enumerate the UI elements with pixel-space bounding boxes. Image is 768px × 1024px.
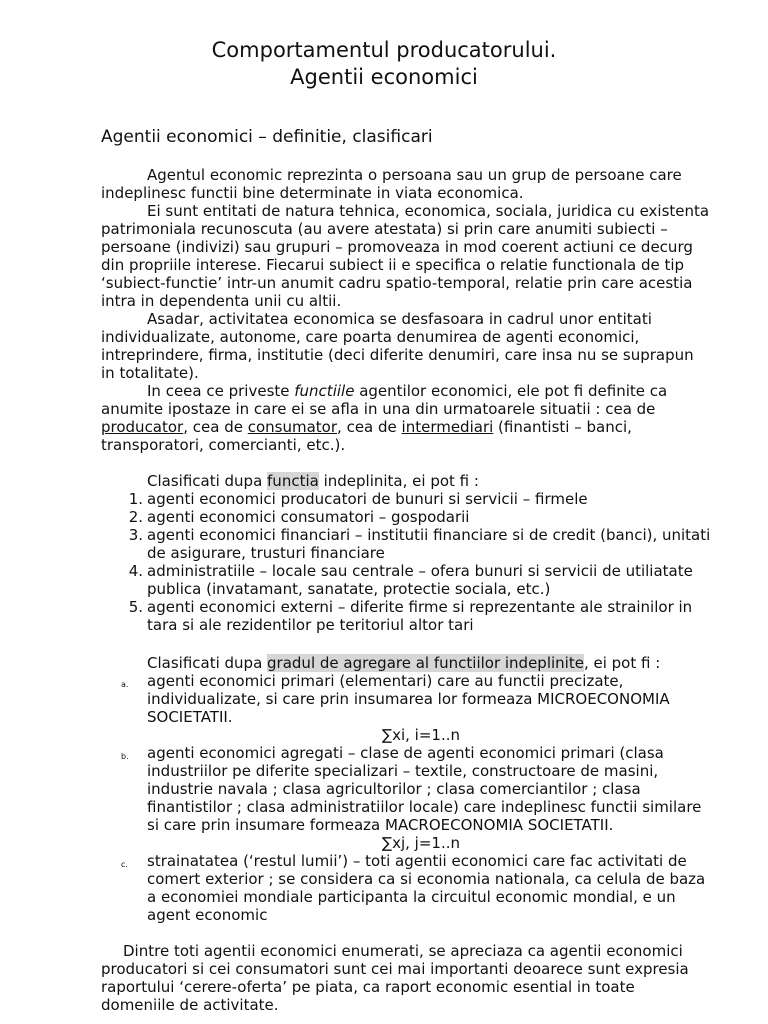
- paragraph-line: Agentul economic reprezinta o persoana sau un grup de persoane care: [147, 166, 682, 184]
- list-item-line: de asigurare, trusturi financiare: [147, 544, 385, 562]
- text-run: agentilor economici, ele pot fi definite ca: [354, 382, 668, 400]
- list-number: 3.: [128, 526, 143, 544]
- text-run: , cea de: [337, 418, 402, 436]
- list-item-line: agenti economici financiari – institutii financiare si de credit (banci), unitati: [147, 526, 711, 544]
- list-item-line: strainatatea (‘restul lumii’) – toti agentii economici care fac activitati de: [147, 852, 687, 870]
- paragraph-line: indeplinesc functii bine determinate in viata economica.: [101, 184, 524, 202]
- text-run: Clasificati dupa: [147, 472, 268, 490]
- section-heading: Agentii economici – definitie, clasificari: [101, 127, 433, 147]
- list-number: 4.: [128, 562, 143, 580]
- paragraph-line: domeniile de activitate.: [101, 996, 279, 1014]
- paragraph-line: intreprindere, firma, institutie (deci diferite denumiri, care insa nu se suprapun: [101, 346, 694, 364]
- classification-intro: [101, 472, 741, 490]
- list-bullet: b.: [121, 752, 129, 761]
- list-item-line: agenti economici producatori de bunuri si servicii – firmele: [147, 490, 588, 508]
- aggregation-classification: [101, 654, 741, 924]
- paragraph-line: intra in dependenta unii cu altii.: [101, 292, 342, 310]
- document-title: [0, 37, 768, 91]
- italic-term: functiile: [294, 382, 355, 400]
- sum-formula: ∑xj, j=1..n: [381, 834, 460, 852]
- text-run: (finantisti – banci,: [493, 418, 632, 436]
- list-item-line: agenti economici agregati – clase de agenti economici primari (clasa: [147, 744, 664, 762]
- underlined-term: intermediari: [401, 418, 494, 436]
- paragraph-line: ‘subiect-functie’ intr-un anumit cadru spatio-temporal, relatie prin care acestia: [101, 274, 693, 292]
- paragraph-line: din propriile interese. Fiecarui subiect ii e specifica o relatie functionala de tip: [101, 256, 685, 274]
- text-run: In ceea ce priveste: [147, 382, 295, 400]
- list-item: [101, 672, 741, 726]
- text-run: indeplinita, ei pot fi :: [318, 472, 479, 490]
- list-item: [101, 598, 741, 634]
- paragraph-line: anumite ipostaze in care ei se afla in una din urmatoarele situatii : cea de: [101, 400, 656, 418]
- highlighted-term: gradul de agregare al functiilor indeplinite: [267, 654, 584, 672]
- list-item: [101, 744, 741, 834]
- function-classification: [101, 472, 741, 634]
- list-bullet: a.: [121, 680, 129, 689]
- text-run: Clasificati dupa: [147, 654, 268, 672]
- paragraph-line: raportului ‘cerere-oferta’ pe piata, ca raport economic esential in toate: [101, 978, 635, 996]
- list-item: [101, 562, 741, 598]
- list-item: [101, 526, 741, 562]
- intro-block: [101, 166, 741, 454]
- classification-intro: [101, 654, 741, 672]
- list-number: 1.: [128, 490, 143, 508]
- paragraph-line: transporatori, comercianti, etc.).: [101, 436, 346, 454]
- paragraph-line: individualizate, autonome, care poarta denumirea de agenti economici,: [101, 328, 640, 346]
- title-line-2: Agentii economici: [290, 65, 478, 89]
- paragraph-line: in totalitate).: [101, 364, 199, 382]
- list-item: [101, 508, 741, 526]
- paragraph-line: Dintre toti agentii economici enumerati, se apreciaza ca agentii economici: [123, 942, 683, 960]
- list-item-line: a economiei mondiale participanta la circuitul economic mondial, e un: [147, 888, 676, 906]
- title-line-1: Comportamentul producatorului.: [211, 38, 557, 62]
- list-bullet: c.: [121, 860, 128, 869]
- list-item-line: industrie navala ; clasa agricultorilor ; clasa comerciantilor ; clasa: [147, 780, 641, 798]
- text-run: , cea de: [183, 418, 248, 436]
- list-item-line: finantistilor ; clasa administratiilor locale) care indeplinesc functii similare: [147, 798, 702, 816]
- list-item-line: agenti economici externi – diferite firme si reprezentante ale strainilor in: [147, 598, 693, 616]
- paragraph-line: producatori si cei consumatori sunt cei mai importanti deoarece sunt expresia: [101, 960, 689, 978]
- list-item-line: si care prin insumare formeaza MACROECONOMIA SOCIETATII.: [147, 816, 614, 834]
- list-number: 2.: [128, 508, 143, 526]
- sum-formula: ∑xi, i=1..n: [381, 726, 460, 744]
- list-item-line: administratiile – locale sau centrale – ofera bunuri si servicii de utiliatate: [147, 562, 693, 580]
- paragraph-line: [101, 382, 741, 400]
- list-item-line: agenti economici primari (elementari) care au functii precizate,: [147, 672, 624, 690]
- text-run: , ei pot fi :: [583, 654, 661, 672]
- highlighted-term: functia: [267, 472, 319, 490]
- conclusion-paragraph: [101, 942, 741, 1014]
- paragraph-line: persoane (indivizi) sau grupuri – promoveaza in mod coerent actiuni ce decurg: [101, 238, 693, 256]
- list-item: [101, 852, 741, 924]
- list-item-line: comert exterior ; se considera ca si economia nationala, ca celula de baza: [147, 870, 706, 888]
- list-number: 5.: [128, 598, 143, 616]
- list-item-line: tara si ale rezidentilor pe teritoriul altor tari: [147, 616, 474, 634]
- list-item-line: SOCIETATII.: [147, 708, 233, 726]
- list-item: [101, 490, 741, 508]
- paragraph-line: [101, 418, 741, 436]
- list-item-line: industriilor pe diferite specializari – textile, constructoare de masini,: [147, 762, 659, 780]
- list-item-line: publica (invatamant, sanatate, protectie sociala, etc.): [147, 580, 551, 598]
- underlined-term: consumator: [247, 418, 338, 436]
- paragraph-line: Ei sunt entitati de natura tehnica, economica, sociala, juridica cu existenta: [147, 202, 710, 220]
- list-item-line: agent economic: [147, 906, 268, 924]
- underlined-term: producator: [101, 418, 184, 436]
- list-item-line: agenti economici consumatori – gospodarii: [147, 508, 470, 526]
- paragraph-line: patrimoniala recunoscuta (au avere atestata) si prin care anumiti subiecti –: [101, 220, 668, 238]
- paragraph-line: Asadar, activitatea economica se desfasoara in cadrul unor entitati: [147, 310, 652, 328]
- list-item-line: individualizate, si care prin insumarea lor formeaza MICROECONOMIA: [147, 690, 670, 708]
